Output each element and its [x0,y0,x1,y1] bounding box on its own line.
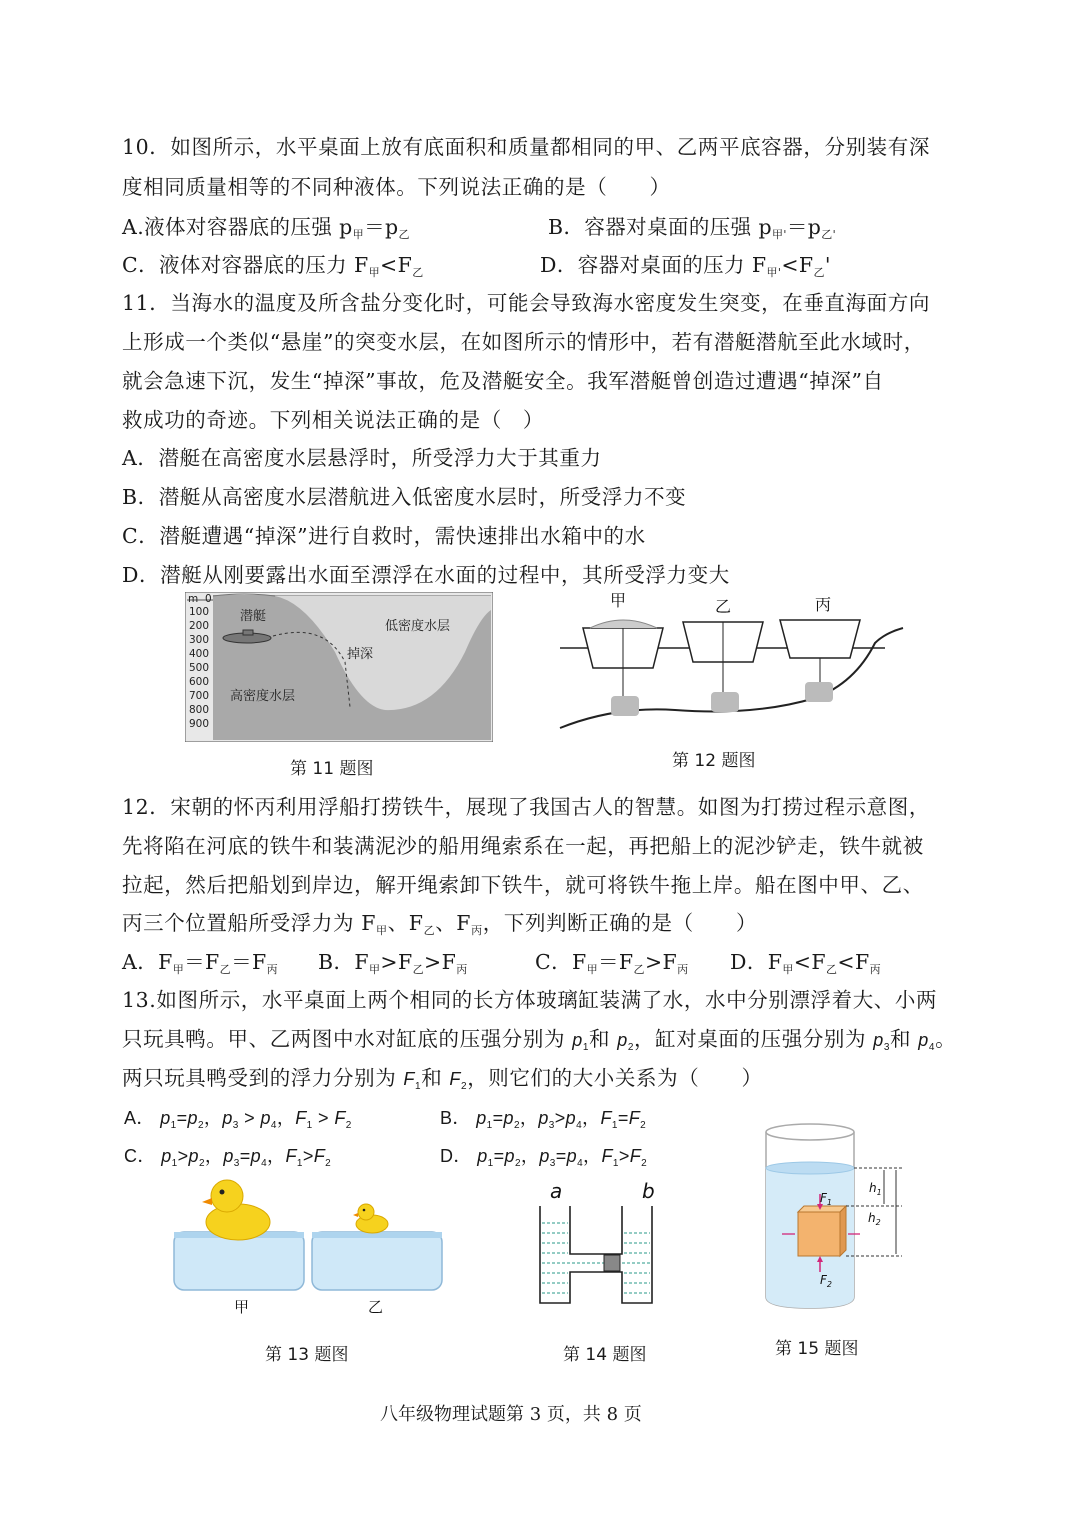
q13-line-2: 只玩具鸭。甲、乙两图中水对缸底的压强分别为 $p_1$和 $p_2$，缸对桌面的压强分别为 $p_3$和 $p_4$。 [122,1027,957,1053]
fig12-label-yi: 乙 [715,597,732,616]
fig13-small-duck [353,1204,388,1233]
q13-line-3: 两只玩具鸭受到的浮力分别为 $F_1$和 $F_2$，则它们的大小关系为（ ） [122,1066,763,1092]
q11-line-2: 上形成一个类似“悬崖”的突变水层，在如图所示的情形中，若有潜艇潜航至此水域时， [122,330,925,354]
fig14-water [542,1223,650,1293]
q10-option-d: D．容器对桌面的压力 F甲'<F乙' [540,253,831,279]
fig12-iron-ox-2 [711,692,739,712]
q13-option-d: D． $p_1=p_2$，$p_3=p_4$，$F_1>F_2$ [440,1146,648,1169]
fig13-tank-yi [312,1232,442,1290]
fig12-caption: 第 12 题图 [672,751,756,771]
svg-text:200: 200 [189,620,210,632]
q11-line-3: 就会急速下沉，发生“掉深”事故，危及潜艇安全。我军潜艇曾创造过遭遇“掉深”自 [122,369,884,393]
fig15-label-f1: $F_1$ [820,1191,832,1207]
fig11-label-drop: 掉深 [347,647,374,662]
q12-option-c: C．F甲＝F乙>F丙 [535,950,689,976]
figure-11-ocean-density [185,592,493,742]
svg-text:0: 0 [205,593,212,605]
q12-line-1: 12．宋朝的怀丙利用浮船打捞铁牛，展现了我国古人的智慧。如图为打捞过程示意图， [122,795,930,819]
fig12-iron-ox-3 [805,682,833,702]
svg-text:700: 700 [189,690,210,702]
fig11-label-low-density: 低密度水层 [385,619,451,634]
svg-text:100: 100 [189,606,210,618]
fig11-caption: 第 11 题图 [290,759,374,779]
page-footer: 八年级物理试题第 3 页，共 8 页 [380,1404,642,1425]
figure-15-submerged-cube [762,1122,910,1314]
fig14-label-b: b [642,1179,655,1203]
q10-line-1: 10．如图所示，水平桌面上放有底面积和质量都相同的甲、乙两平底容器，分别装有深 [122,135,930,159]
q12-option-a: A．F甲＝F乙＝F丙 [122,950,279,976]
fig14-caption: 第 14 题图 [563,1345,647,1365]
figure-13-ducks [172,1172,450,1320]
q12-option-b: B．F甲>F乙>F丙 [318,950,468,976]
q12-line-2: 先将陷在河底的铁牛和装满泥沙的船用绳索系在一起，再把船上的泥沙铲走，铁牛就被 [122,834,924,858]
q11-option-c: C．潜艇遭遇“掉深”进行自救时，需快速排出水箱中的水 [122,524,646,548]
q12-option-d: D．F甲<F乙<F丙 [730,950,881,976]
q10-line-2: 度相同质量相等的不同种液体。下列说法正确的是（ ） [122,175,671,199]
q13-option-b: B． $p_1=p_2$，$p_3>p_4$，$F_1=F_2$ [440,1108,647,1131]
fig14-plug [604,1255,620,1271]
q13-line-1: 13.如图所示，水平桌面上两个相同的长方体玻璃缸装满了水，水中分别漂浮着大、小两 [122,988,938,1012]
fig15-caption: 第 15 题图 [775,1339,859,1359]
fig12-boat-jia [583,620,663,698]
q11-line-1: 11．当海水的温度及所含盐分变化时，可能会导致海水密度发生突变，在垂直海面方向 [122,291,930,315]
svg-text:300: 300 [189,634,210,646]
q11-line-4: 救成功的奇迹。下列相关说法正确的是（ ） [122,408,544,432]
fig13-big-duck [202,1180,270,1240]
fig14-vessel [540,1206,652,1303]
q11-option-d: D．潜艇从刚要露出水面至漂浮在水面的过程中，其所受浮力变大 [122,563,730,587]
q13-option-c: C． $p_1>p_2$，$p_3=p_4$，$F_1>F_2$ [124,1146,332,1169]
svg-text:m: m [188,593,199,605]
fig15-label-h2: $h_2$ [868,1211,881,1227]
figure-14-connected-vessel [530,1178,670,1308]
svg-text:900: 900 [189,718,210,730]
fig11-label-submarine: 潜艇 [240,609,267,624]
q10-option-c: C．液体对容器底的压力 F甲<F乙 [122,253,424,279]
q10-option-b: B．容器对桌面的压强 p甲'＝p乙' [548,215,837,241]
fig12-label-jia: 甲 [610,591,627,610]
fig11-depth-ticks [188,593,212,730]
q11-option-a: A．潜艇在高密度水层悬浮时，所受浮力大于其重力 [122,446,602,470]
fig14-label-a: a [550,1179,563,1203]
fig11-label-high-density: 高密度水层 [230,689,296,704]
svg-text:800: 800 [189,704,210,716]
q12-line-4: 丙三个位置船所受浮力为 F甲、F乙、F丙，下列判断正确的是（ ） [122,911,758,937]
fig13-label-yi: 乙 [368,1298,384,1316]
q11-option-b: B．潜艇从高密度水层潜航进入低密度水层时，所受浮力不变 [122,485,687,509]
fig15-label-f2: $F_2$ [820,1273,832,1289]
fig13-label-jia: 甲 [234,1298,250,1316]
fig15-cube [798,1212,840,1256]
fig12-boat-yi [683,622,763,698]
fig13-caption: 第 13 题图 [265,1345,349,1365]
svg-text:400: 400 [189,648,210,660]
fig12-label-bing: 丙 [815,595,832,614]
fig12-iron-ox-1 [611,696,639,716]
svg-text:600: 600 [189,676,210,688]
fig15-label-h1: $h_1$ [869,1181,882,1197]
q13-option-a: A． $p_1=p_2$，$p_3 > p_4$，$F_1 > F_2$ [124,1108,352,1131]
q10-option-a: A.液体对容器底的压强 p甲＝p乙 [122,215,410,241]
q12-line-3: 拉起，然后把船划到岸边，解开绳索卸下铁牛，就可将铁牛拖上岸。船在图中甲、乙、 [122,873,924,897]
svg-text:500: 500 [189,662,210,674]
fig13-tank-jia [174,1232,304,1290]
figure-12-boats [555,588,907,740]
